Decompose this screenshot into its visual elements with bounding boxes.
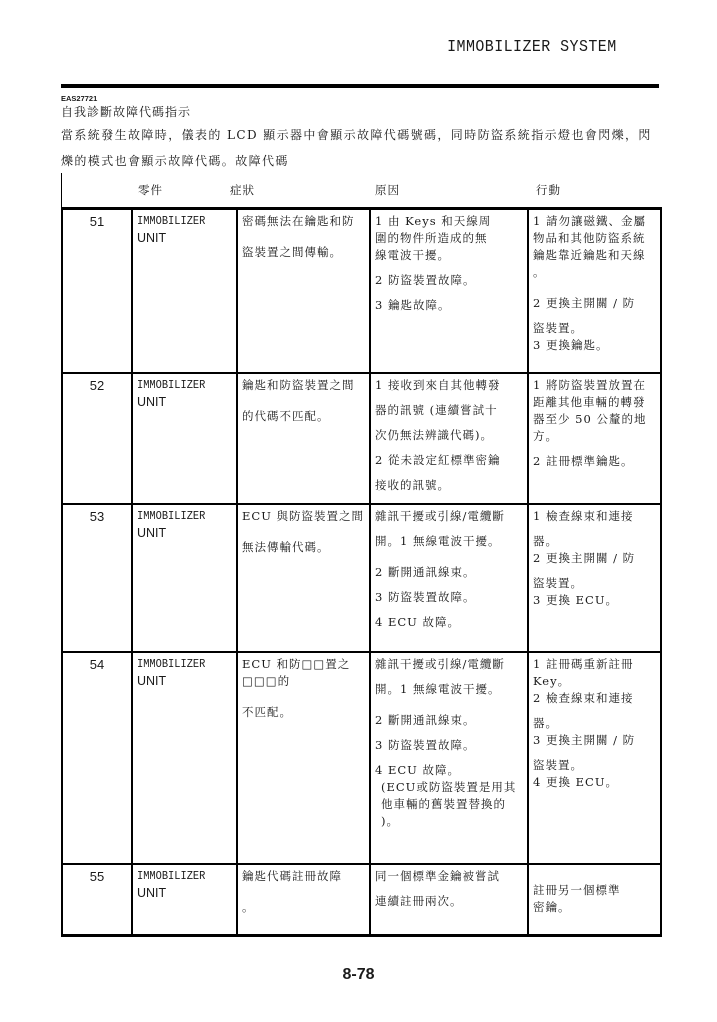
action-line: 3 更換主開關 / 防	[533, 732, 636, 747]
doc-code: EAS27721	[61, 94, 98, 103]
part-name-line-2: UNIT	[137, 394, 167, 409]
action-cell	[528, 373, 661, 504]
action-line: 器至少 50 公釐的地	[533, 411, 647, 426]
action-line: 距離其他車輛的轉發	[533, 394, 646, 409]
table-row	[62, 209, 661, 373]
cause-line: 連續註冊兩次。	[375, 893, 463, 908]
action-cell	[528, 209, 661, 373]
cause-cell	[370, 373, 528, 504]
symptom-line: 不匹配。	[242, 704, 292, 719]
symptom-cell	[237, 209, 370, 373]
action-cell	[528, 652, 661, 864]
symptom-line: 密碼無法在鑰匙和防	[242, 214, 355, 228]
cause-line: 4 ECU 故障。	[375, 762, 461, 777]
col-header-cause: 原因	[375, 183, 400, 197]
part-name-line-1: IMMOBILIZER	[137, 509, 206, 523]
cause-line: 線電波干擾。	[375, 248, 450, 262]
action-line: 1 請勿讓磁鐵、金屬	[533, 214, 646, 228]
action-line: 3 更換 ECU。	[533, 592, 619, 607]
symptom-line: 無法傳輸代碼。	[242, 539, 330, 554]
intro-paragraph	[61, 122, 661, 174]
action-line: 註冊另一個標準	[533, 882, 621, 897]
intro-line-1: 當系統發生故障時，儀表的 LCD 顯示器中會顯示故障代碼號碼，同時防盜系統指示燈也會閃爍，閃	[61, 128, 652, 142]
table-header	[61, 173, 660, 207]
col-header-symptom: 症狀	[230, 183, 255, 197]
action-line: 鑰匙靠近鑰匙和天線	[533, 248, 646, 262]
cause-cell	[370, 504, 528, 652]
action-line: 2 更換主開關 / 防	[533, 550, 636, 565]
fault-code-cell	[62, 504, 132, 652]
cause-line: 3 防盜裝置故障。	[375, 737, 476, 752]
action-line: Key。	[533, 673, 571, 688]
symptom-cell	[237, 864, 370, 936]
cause-line: 圍的物件所造成的無	[375, 231, 488, 245]
symptom-line: 的代碼不匹配。	[242, 408, 330, 423]
symptom-cell	[237, 504, 370, 652]
symptom-line: 鑰匙代碼註冊故障	[242, 868, 342, 883]
cause-line: 雜訊干擾或引線/電纜斷	[375, 656, 505, 671]
cause-line: )。	[381, 813, 399, 828]
action-line: 。	[533, 265, 546, 279]
part-name-line-1: IMMOBILIZER	[137, 215, 206, 228]
cause-line: 雜訊干擾或引線/電纜斷	[375, 508, 505, 523]
action-line: 盜裝置。	[533, 575, 583, 590]
part-name-line-2: UNIT	[137, 525, 167, 540]
page-number: 8-78	[342, 966, 375, 983]
fault-code: 55	[89, 868, 105, 884]
part-cell	[132, 864, 237, 936]
symptom-line: ECU 與防盜裝置之間	[242, 508, 365, 523]
cause-line: 接收的訊號。	[375, 477, 450, 492]
cause-cell	[370, 209, 528, 373]
action-line: 盜裝置。	[533, 321, 583, 335]
cause-line: 2 斷開通訊線束。	[375, 712, 476, 727]
action-line: 2 更換主開關 / 防	[533, 296, 636, 310]
fault-code: 53	[89, 508, 105, 524]
cause-line: (ECU或防盜裝置是用其	[381, 779, 517, 794]
table-row	[62, 864, 661, 936]
cause-line: 器的訊號 (連續嘗試十	[375, 402, 498, 417]
part-cell	[132, 652, 237, 864]
fault-code: 51	[89, 214, 105, 229]
action-cell	[528, 864, 661, 936]
fault-code: 54	[89, 656, 105, 672]
action-line: 密鑰。	[533, 899, 571, 914]
intro-line-2: 爍的模式也會顯示故障代碼。故障代碼	[61, 154, 289, 168]
part-name-line-2: UNIT	[137, 673, 167, 688]
cause-cell	[370, 652, 528, 864]
fault-code-cell	[62, 864, 132, 936]
action-line: 2 檢查線束和連接	[533, 690, 634, 705]
cause-line: 1 接收到來自其他轉發	[375, 377, 501, 392]
action-line: 1 註冊碼重新註冊	[533, 656, 634, 671]
cause-line: 1 由 Keys 和天線周	[375, 214, 492, 228]
action-line: 4 更換 ECU。	[533, 774, 619, 789]
action-line: 器。	[533, 533, 558, 548]
cause-line: 3 防盜裝置故障。	[375, 589, 476, 604]
part-name-line-2: UNIT	[137, 231, 167, 245]
section-title: 自我診斷故障代碼指示	[61, 105, 192, 119]
action-line: 1 將防盜裝置放置在	[533, 377, 646, 392]
cause-line: 開。1 無線電波干擾。	[375, 533, 501, 548]
symptom-cell	[237, 373, 370, 504]
action-line: 盜裝置。	[533, 757, 583, 772]
col-header-part: 零件	[138, 183, 163, 197]
part-name-line-1: IMMOBILIZER	[137, 869, 206, 883]
fault-code-table	[61, 173, 660, 937]
cause-line: 2 從未設定紅標準密鑰	[375, 452, 501, 467]
table-row	[62, 504, 661, 652]
fault-code-cell	[62, 373, 132, 504]
action-line: 2 註冊標準鑰匙。	[533, 453, 634, 468]
header-rule	[61, 84, 659, 88]
col-header-action: 行動	[536, 183, 561, 197]
part-cell	[132, 209, 237, 373]
action-line: 方。	[533, 428, 558, 443]
cause-line: 2 防盜裝置故障。	[375, 273, 476, 287]
symptom-line: ECU 和防□□置之□□□的	[242, 656, 351, 688]
cause-line: 他車輛的舊裝置替換的	[381, 796, 506, 811]
symptom-cell	[237, 652, 370, 864]
symptom-line: 盜裝置之間傳輸。	[242, 245, 342, 259]
cause-line: 3 鑰匙故障。	[375, 298, 451, 312]
symptom-line: 。	[242, 899, 255, 914]
cause-line: 次仍無法辨識代碼)。	[375, 427, 493, 442]
part-name-line-1: IMMOBILIZER	[137, 657, 206, 671]
fault-code-cell	[62, 652, 132, 864]
table-row	[62, 652, 661, 864]
action-line: 器。	[533, 715, 558, 730]
part-name-line-1: IMMOBILIZER	[137, 378, 206, 392]
cause-line: 開。1 無線電波干擾。	[375, 681, 501, 696]
fault-code-cell	[62, 209, 132, 373]
action-cell	[528, 504, 661, 652]
action-line: 3 更換鑰匙。	[533, 338, 609, 352]
symptom-line: 鑰匙和防盜裝置之間	[242, 377, 355, 392]
running-title: IMMOBILIZER SYSTEM	[447, 38, 617, 57]
action-line: 物品和其他防盜系統	[533, 231, 646, 245]
fault-code: 52	[89, 377, 105, 393]
part-cell	[132, 373, 237, 504]
fault-table-body	[61, 207, 662, 937]
part-name-line-2: UNIT	[137, 885, 167, 900]
cause-line: 2 斷開通訊線束。	[375, 564, 476, 579]
part-cell	[132, 504, 237, 652]
cause-line: 4 ECU 故障。	[375, 614, 461, 629]
cause-line: 同一個標準金鑰被嘗試	[375, 868, 500, 883]
table-row	[62, 373, 661, 504]
cause-cell	[370, 864, 528, 936]
action-line: 1 檢查線束和連接	[533, 508, 634, 523]
